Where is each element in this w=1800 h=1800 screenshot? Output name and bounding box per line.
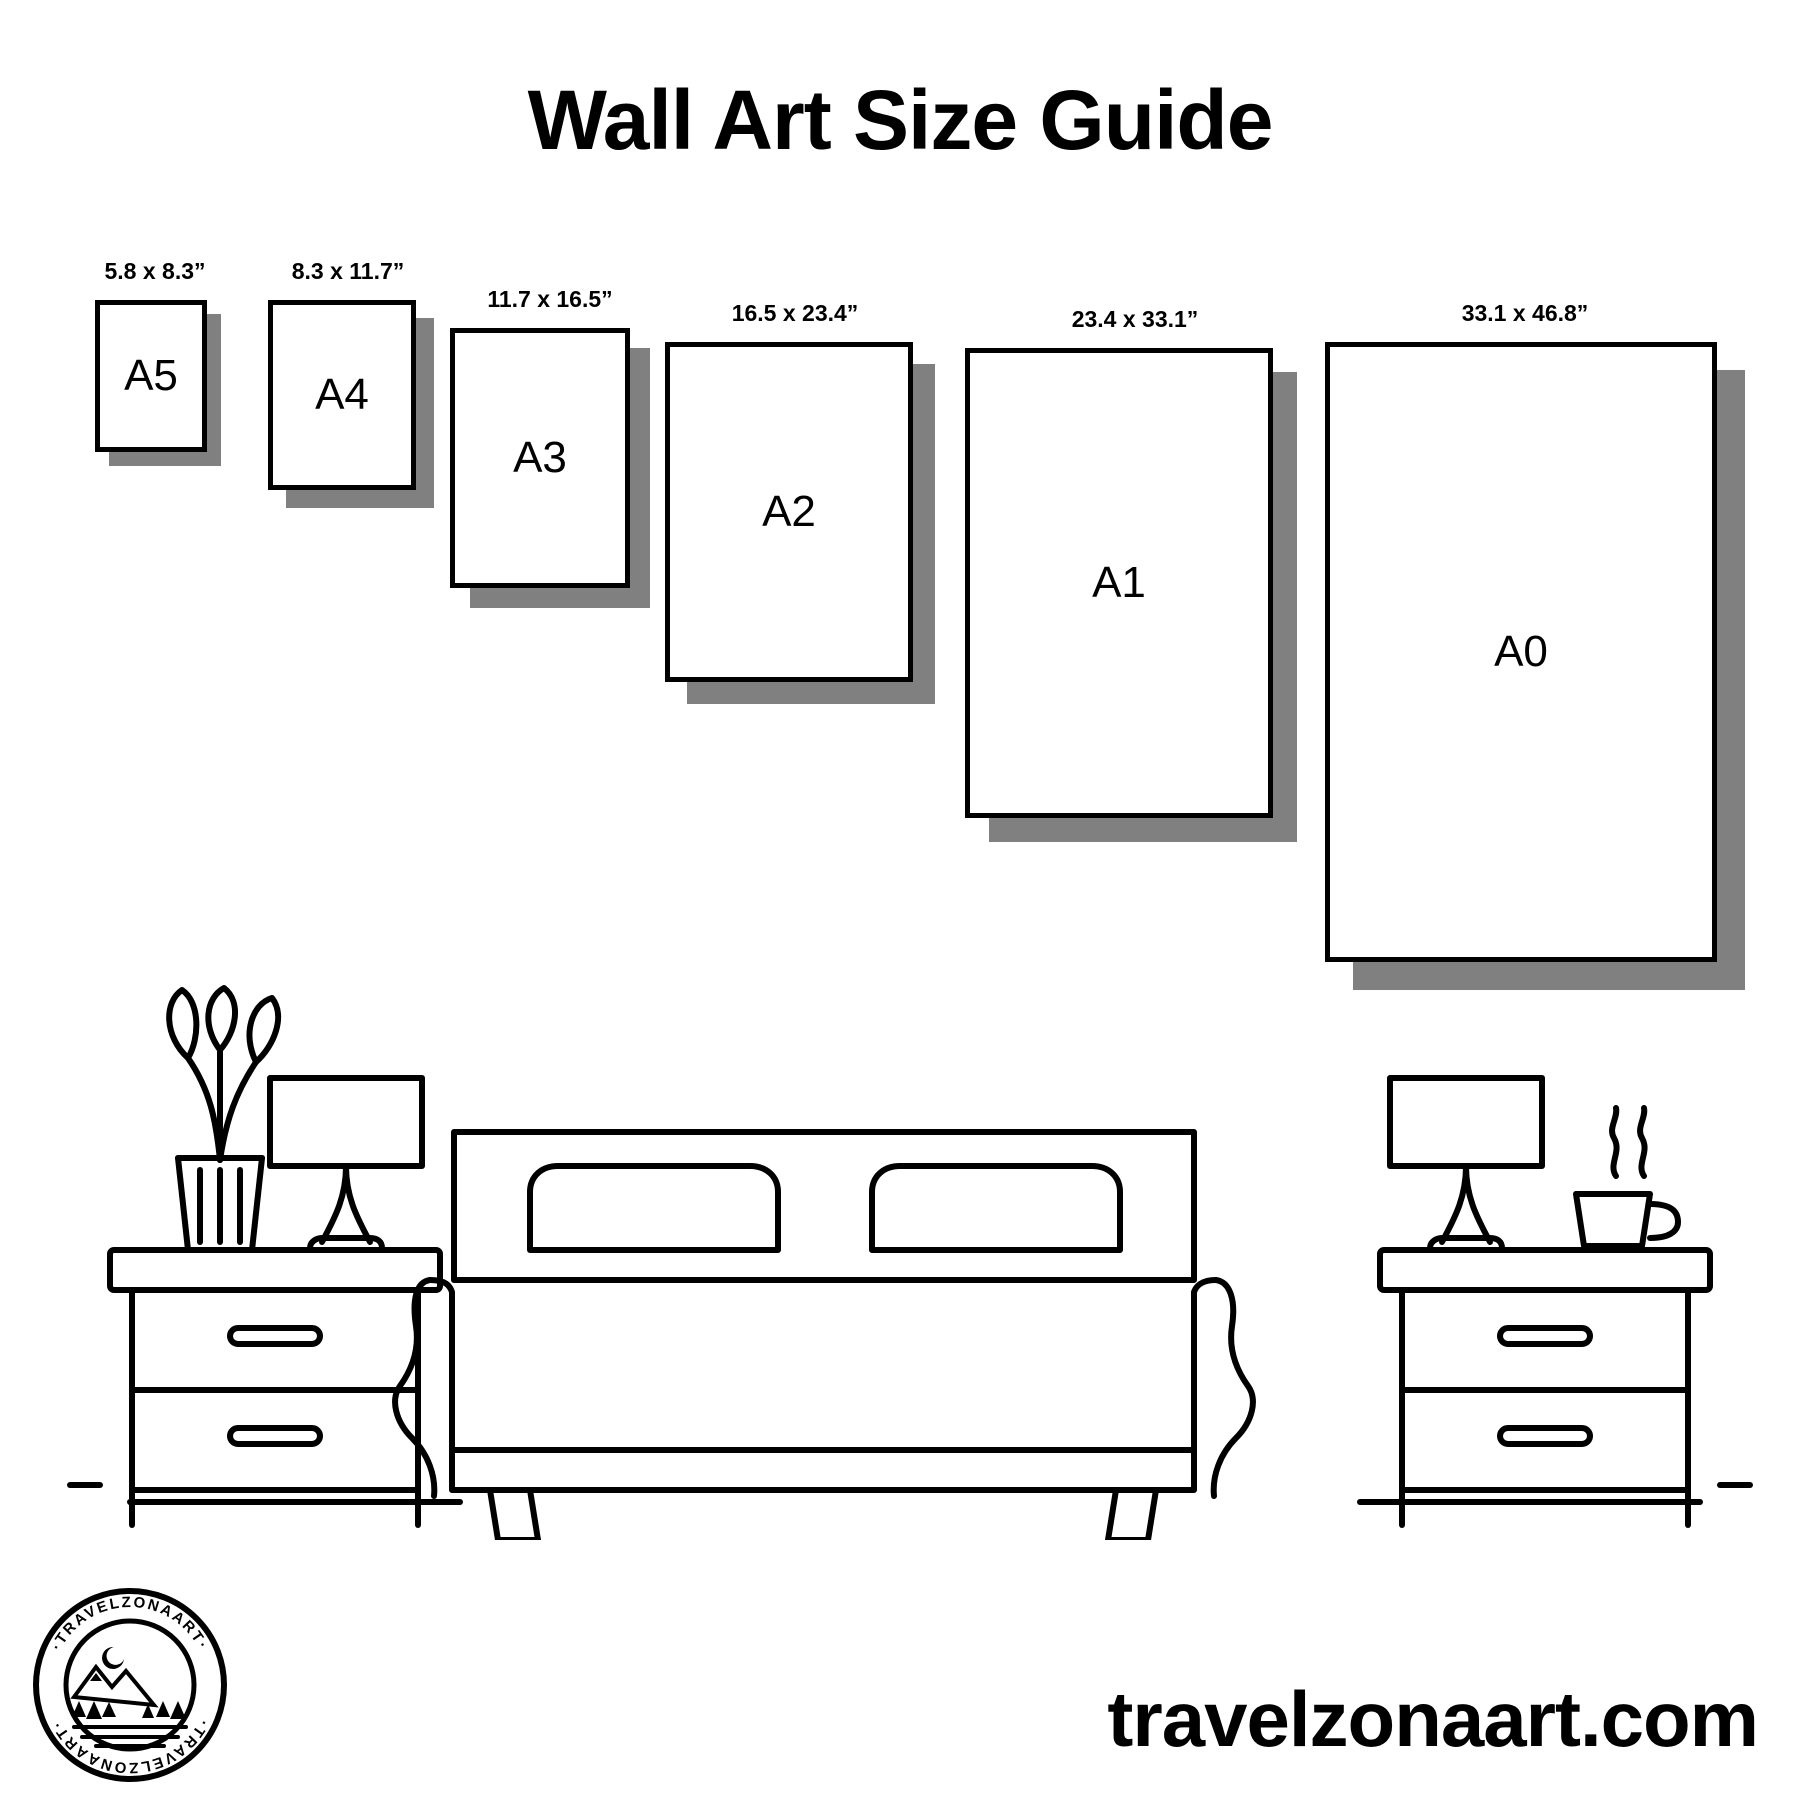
frame-box-a4[interactable] <box>268 300 416 490</box>
frame-label-a0: A0 <box>1494 627 1548 676</box>
logo-text-top: ·TRAVELZONAART· <box>48 1593 212 1654</box>
frame-box-a1[interactable] <box>965 348 1273 818</box>
frame-group-a4 <box>268 258 428 520</box>
frame-label-a2: A2 <box>762 487 816 536</box>
brand-logo[interactable] <box>30 1585 230 1785</box>
frame-group-a3 <box>450 286 650 618</box>
frame-dimensions-a0: 33.1 x 46.8” <box>1461 300 1589 326</box>
frame-box-a3[interactable] <box>450 328 630 588</box>
coffee-cup <box>1576 1108 1678 1246</box>
frame-dimensions-a5: 5.8 x 8.3” <box>104 258 206 284</box>
nightstand-right <box>1380 1250 1710 1525</box>
frame-group-a2 <box>665 300 925 712</box>
logo-moon-icon <box>102 1647 124 1669</box>
frame-box-a2[interactable] <box>665 342 913 682</box>
frame-box-a5[interactable] <box>95 300 207 452</box>
logo-mountain-icon <box>74 1667 154 1705</box>
frame-label-a5: A5 <box>124 351 178 400</box>
frame-group-a0 <box>1325 300 1745 1002</box>
logo-text-bottom: ·TRAVELZONAART· <box>48 1716 212 1777</box>
frame-dimensions-a4: 8.3 x 11.7” <box>291 258 405 284</box>
frame-dimensions-a2: 16.5 x 23.4” <box>731 300 859 326</box>
website-url[interactable]: travelzonaart.com <box>1107 1675 1758 1763</box>
frame-box-a0[interactable] <box>1325 342 1717 962</box>
frame-group-a5 <box>95 258 215 480</box>
logo-water-icon <box>74 1727 186 1746</box>
frame-label-a4: A4 <box>315 370 369 419</box>
frame-label-a3: A3 <box>513 433 567 482</box>
table-lamp-right <box>1390 1078 1542 1250</box>
frame-label-a1: A1 <box>1092 558 1146 607</box>
nightstand-left <box>110 1250 440 1525</box>
frame-group-a1 <box>965 306 1305 848</box>
page-title: Wall Art Size Guide <box>527 73 1273 167</box>
bedroom-illustration <box>60 980 1760 1540</box>
bed <box>395 1132 1253 1540</box>
frame-dimensions-a3: 11.7 x 16.5” <box>487 286 613 312</box>
frame-dimensions-a1: 23.4 x 33.1” <box>1071 306 1199 332</box>
vase-with-plant <box>169 988 278 1250</box>
table-lamp-left <box>270 1078 422 1250</box>
